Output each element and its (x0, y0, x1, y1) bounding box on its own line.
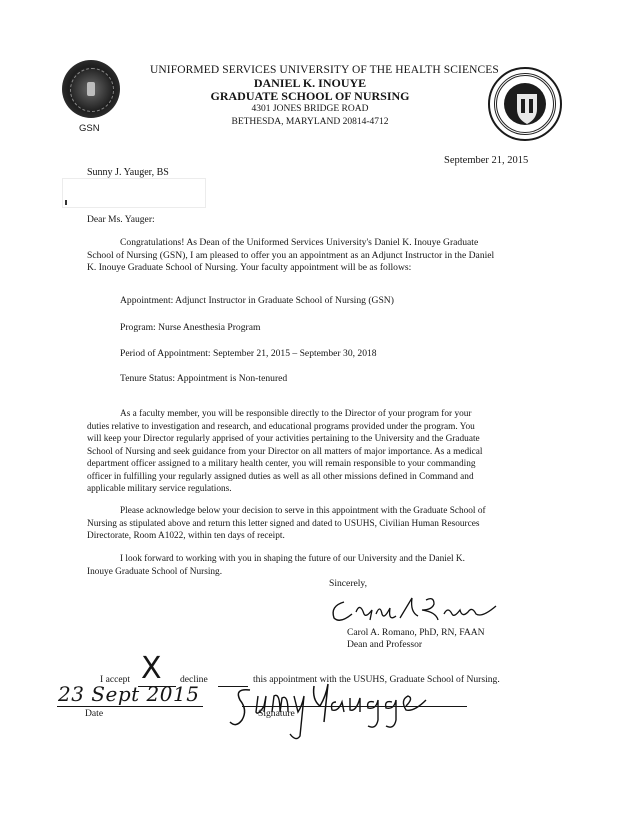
usu-seal (488, 67, 562, 141)
intro-line: Congratulations! As Dean of the Uniformed Services University's Daniel K. Inouye Graduate (120, 237, 479, 248)
margin-mark (65, 200, 67, 205)
intro-line: K. Inouye Graduate School of Nursing. Your faculty appointment will be as follows: (87, 262, 412, 274)
accept-label: I accept (100, 674, 131, 685)
school-name-line2: GRADUATE SCHOOL OF NURSING (210, 89, 410, 103)
signer-name: Carol A. Romano, PhD, RN, FAAN (347, 627, 485, 638)
signer-title: Dean and Professor (347, 639, 423, 650)
redacted-address-block (62, 178, 206, 208)
letterhead (150, 64, 499, 129)
para-line: As a faculty member, you will be responsible directly to the Director of your program for your (120, 409, 472, 419)
appointment-period: Period of Appointment: September 21, 2015 – September 30, 2018 (120, 348, 377, 359)
acknowledge-paragraph (87, 505, 539, 543)
date-line[interactable] (57, 706, 203, 707)
para-line: officer in fulfilling your regularly assigned duties as well as all other missions defined in Command and (87, 471, 474, 482)
decline-label: decline (180, 674, 208, 685)
appointment-title: Appointment: Adjunct Instructor in Graduate School of Nursing (GSN) (120, 295, 394, 306)
intro-paragraph (87, 237, 539, 275)
para-line: Inouye Graduate School of Nursing. (87, 566, 223, 577)
address-line2: BETHESDA, MARYLAND 20814-4712 (231, 117, 389, 127)
para-line: I look forward to working with you in shaping the future of our University and the Daniel K. (120, 554, 465, 564)
tenure-status: Tenure Status: Appointment is Non-tenured (120, 373, 288, 384)
closing-paragraph (87, 553, 539, 578)
gsn-seal (62, 60, 120, 118)
school-name-line1: DANIEL K. INOUYE (253, 76, 367, 90)
para-line: Nursing as stipulated above and return this letter signed and dated to USUHS, Civilian Human Resources (87, 518, 480, 529)
para-line: Directorate, Room A1022, within ten days of receipt. (87, 531, 285, 541)
appointment-program: Program: Nurse Anesthesia Program (120, 322, 261, 333)
para-line: Please acknowledge below your decision to serve in this appointment with the Graduate School of (120, 506, 486, 516)
shield-icon (490, 69, 564, 143)
para-line: duties relative to investigation and research, and educational programs provided under the program. You (87, 421, 475, 432)
accept-mark: X (141, 651, 162, 686)
date-label: Date (85, 708, 104, 719)
address-line1: 4301 JONES BRIDGE ROAD (251, 104, 369, 114)
acceptance-statement: this appointment with the USUHS, Graduate School of Nursing. (253, 674, 500, 685)
para-line: applicable military service regulations. (87, 484, 232, 494)
signature-line[interactable] (242, 706, 467, 707)
para-line: department officer assigned to a military health center, you will remain responsible to your commanding (87, 459, 476, 469)
para-line: will keep your Director regularly apprised of your activities pertaining to the University and the Graduate (87, 434, 480, 444)
responsibilities-paragraph (87, 408, 539, 496)
intro-line: School of Nursing (GSN), I am pleased to offer you an appointment as an Adjunct Instructor in the Daniel (87, 249, 495, 261)
dean-signature (326, 592, 506, 628)
para-line: School of Nursing and seek guidance from your Director on all matters of major importance. As a medical (87, 446, 483, 457)
signature-label: Signature (258, 708, 295, 719)
salutation: Dear Ms. Yauger: (87, 214, 155, 225)
university-name: UNIFORMED SERVICES UNIVERSITY OF THE HEALTH SCIENCES (150, 64, 499, 76)
recipient-name: Sunny J. Yauger, BS (87, 167, 169, 178)
gsn-seal-caption: GSN (79, 123, 100, 134)
handwritten-date: 23 Sept 2015 (58, 682, 200, 706)
closing: Sincerely, (329, 578, 368, 589)
letter-date: September 21, 2015 (444, 155, 529, 166)
